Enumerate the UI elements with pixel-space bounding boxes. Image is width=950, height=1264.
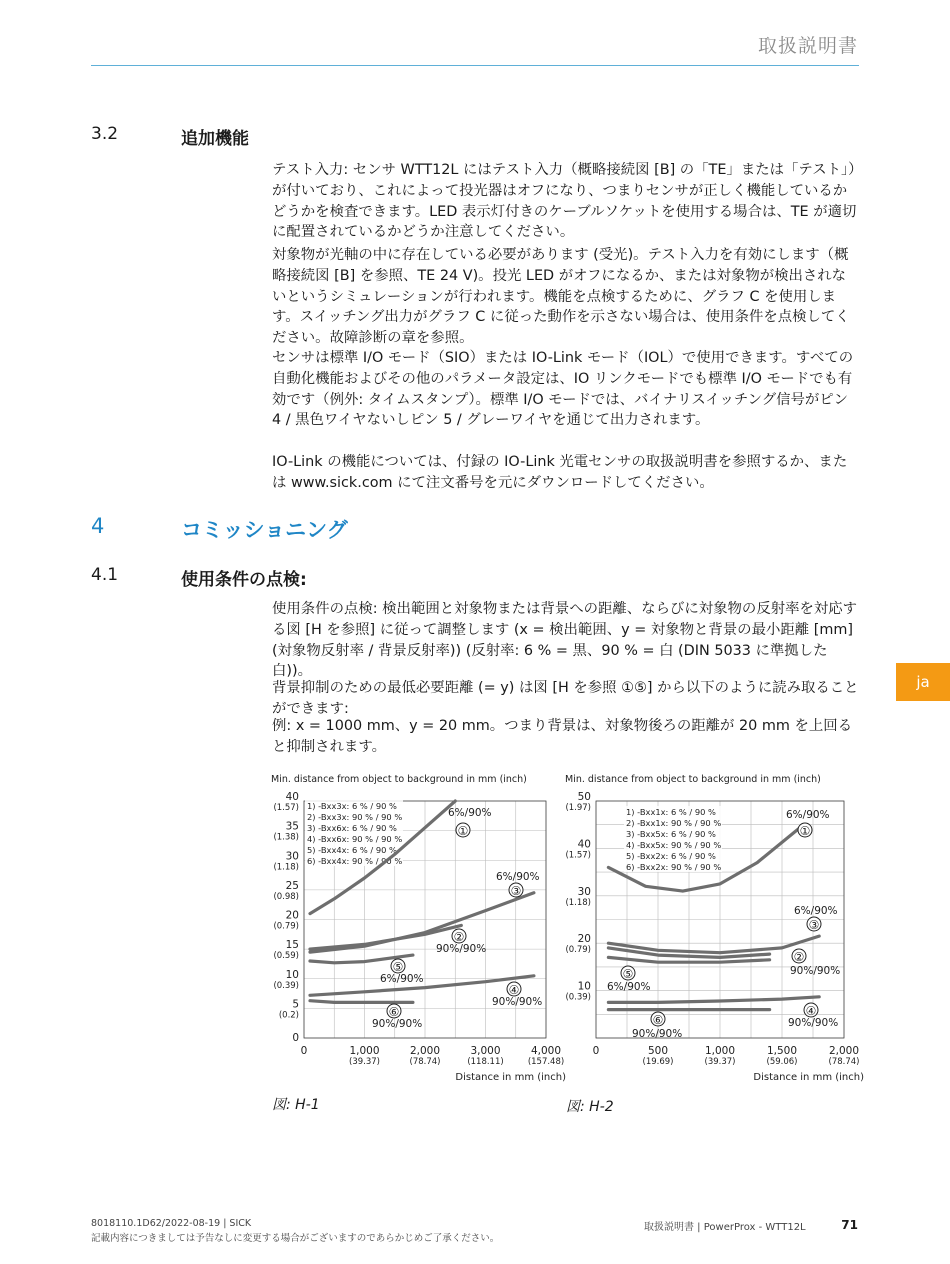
series-label: 90%/90%	[372, 1018, 423, 1030]
y-tick-sublabel: (1.97)	[565, 803, 591, 813]
footer-doc-number: 8018110.1D62/2022-08-19 | SICK	[91, 1218, 252, 1229]
series-label: 6%/90%	[496, 871, 540, 883]
series-marker: ②	[453, 930, 465, 944]
x-tick-sublabel: (78.74)	[409, 1057, 441, 1067]
series-label: 6%/90%	[786, 809, 830, 821]
document-header-title: 取扱説明書	[757, 35, 858, 57]
y-tick-sublabel: (0.39)	[273, 980, 299, 991]
x-tick-label: 0	[592, 1045, 600, 1057]
y-tick-sublabel: (0.39)	[565, 992, 591, 1003]
paragraph-test-procedure: 対象物が光軸の中に存在している必要があります (受光)。テスト入力を有効にします（概略接続図 [B] を参照、TE 24 V)。投光 LED がオフになるか、または対象物が検出されないというシミュレーションが行われます。機能を点検するために、グラフ C を使用します。スイッチング出力がグラフ C に従った動作を示さない場合は、使用条件を点検してください。故障診断の章を参照。	[272, 247, 850, 347]
legend-entry: 2) -Bxx1x: 90 % / 90 %	[626, 818, 722, 828]
x-axis-title: Distance in mm (inch)	[753, 1072, 864, 1083]
legend-entry: 3) -Bxx5x: 6 % / 90 %	[626, 829, 716, 839]
paragraph-io-modes: センサは標準 I/O モード（SIO）または IO-Link モード（IOL）で使用できます。すべての自動化機能およびその他のパラメータ設定は、IO リンクモードでも標準 I/O モードでも有効です（例外: タイムスタンプ）。標準 I/O モードでは、バイナリスイッチング信号がピン 4 / 黒色ワイヤないしピン 5 / グレーワイヤを通じて出力されます。	[272, 350, 854, 429]
x-tick-sublabel: (157.48)	[527, 1057, 565, 1067]
series-marker: ①	[457, 824, 469, 838]
series-line	[608, 936, 819, 953]
paragraph-test-input: テスト入力: センサ WTT12L にはテスト入力（概略接続図 [B] の「TE」または「テスト」）が付いており、これによって投光器はオフになり、つまりセンサが正しく機能しているかどうかを検査できます。LED 表示灯付きのケーブルソケットを使用する場合は、TE が適切に配置されているかどうか注意してください。	[272, 162, 857, 241]
y-tick-sublabel: (1.57)	[565, 850, 591, 861]
y-tick-label: 40	[577, 838, 591, 851]
y-tick-label: 5	[292, 998, 299, 1011]
series-label: 90%/90%	[788, 1017, 839, 1029]
series-label: 6%/90%	[607, 981, 651, 993]
footer-disclaimer: 記載内容につきましては予告なしに変更する場合がございますのであらかじめご了承ください。	[91, 1233, 500, 1244]
figure-caption-h1: 図: H-1	[272, 1097, 320, 1113]
legend-entry: 3) -Bxx6x: 6 % / 90 %	[307, 823, 397, 833]
y-tick-label: 10	[577, 980, 591, 993]
x-tick-sublabel: (19.69)	[642, 1057, 674, 1067]
series-marker: ③	[808, 918, 820, 932]
legend-entry: 5) -Bxx4x: 6 % / 90 %	[307, 845, 397, 855]
series-marker: ②	[793, 950, 805, 964]
y-tick-sublabel: (0.98)	[273, 891, 299, 902]
series-label: 90%/90%	[790, 965, 841, 977]
y-tick-label: 0	[292, 1032, 299, 1044]
x-tick-sublabel: (39.37)	[349, 1057, 380, 1067]
x-tick-label: 0	[300, 1045, 308, 1057]
x-axis-title: Distance in mm (inch)	[455, 1072, 566, 1083]
series-marker: ⑥	[652, 1013, 664, 1027]
legend-entry: 1) -Bxx1x: 6 % / 90 %	[626, 807, 716, 817]
header-rule	[91, 65, 859, 66]
x-tick-sublabel: (59.06)	[766, 1057, 798, 1067]
legend-entry: 4) -Bxx5x: 90 % / 90 %	[626, 840, 722, 850]
y-tick-label: 15	[285, 939, 299, 952]
legend-entry: 1) -Bxx3x: 6 % / 90 %	[307, 801, 397, 811]
x-tick-label: 500	[647, 1045, 669, 1057]
y-axis-title: Min. distance from object to background in mm (inch)	[271, 774, 527, 785]
section-3-2-title: 追加機能	[181, 129, 249, 149]
y-tick-sublabel: (1.38)	[273, 832, 299, 843]
y-tick-sublabel: (1.57)	[273, 803, 299, 813]
x-tick-sublabel: (39.37)	[704, 1057, 736, 1067]
y-tick-label: 10	[285, 968, 299, 981]
legend-entry: 4) -Bxx6x: 90 % / 90 %	[307, 834, 403, 844]
y-axis-title: Min. distance from object to background in mm (inch)	[565, 774, 821, 785]
x-tick-label: 1,000	[704, 1045, 736, 1057]
page-number: 71	[841, 1218, 858, 1232]
x-tick-label: 1,500	[766, 1045, 798, 1057]
section-3-2-number: 3.2	[91, 124, 119, 144]
series-line	[608, 997, 819, 1003]
language-tab[interactable]: ja	[896, 663, 950, 701]
series-line	[310, 1001, 413, 1003]
y-tick-sublabel: (0.59)	[273, 951, 299, 962]
series-label: 6%/90%	[448, 807, 492, 819]
series-marker: ④	[805, 1004, 817, 1018]
legend-entry: 6) -Bxx2x: 90 % / 90 %	[626, 862, 722, 872]
paragraph-conditions: 使用条件の点検: 検出範囲と対象物または背景への距離、ならびに対象物の反射率を対応する図 [H を参照] に従って調整します (x = 検出範囲、y = 対象物と背景の最小距離 [mm] (対象物反射率 / 背景反射率)) (反射率: 6 % = 黒、90 % = 白 (DIN 5033 に準拠した白))。	[272, 601, 858, 680]
series-marker: ⑤	[622, 967, 634, 981]
section-4-title: コミッショニング	[181, 518, 348, 542]
legend-entry: 2) -Bxx3x: 90 % / 90 %	[307, 812, 403, 822]
x-tick-sublabel: (78.74)	[828, 1057, 860, 1067]
series-line	[310, 893, 534, 952]
series-marker: ⑤	[392, 960, 404, 974]
series-marker: ④	[508, 983, 520, 997]
series-label: 90%/90%	[436, 943, 487, 955]
chart-h1	[270, 770, 570, 1090]
y-tick-label: 30	[577, 885, 591, 898]
y-tick-sublabel: (1.18)	[565, 897, 591, 908]
x-tick-label: 2,000	[409, 1045, 441, 1057]
y-tick-sublabel: (0.79)	[565, 945, 591, 956]
series-label: 90%/90%	[492, 996, 543, 1008]
y-tick-label: 25	[285, 879, 299, 892]
section-4-1-title: 使用条件の点検:	[181, 570, 307, 590]
series-marker: ③	[510, 884, 522, 898]
series-label: 6%/90%	[380, 973, 424, 985]
paragraph-min-distance: 背景抑制のための最低必要距離 (= y) は図 [H を参照 ①⑤] から以下のように読み取ることができます:	[272, 680, 859, 717]
y-tick-label: 50	[577, 791, 591, 803]
footer-doc-title: 取扱説明書 | PowerProx - WTT12L	[644, 1222, 806, 1233]
y-tick-label: 30	[285, 850, 299, 863]
legend-entry: 6) -Bxx4x: 90 % / 90 %	[307, 856, 403, 866]
x-tick-label: 3,000	[470, 1045, 501, 1057]
series-marker: ⑥	[388, 1005, 400, 1019]
x-tick-sublabel: (118.11)	[467, 1057, 504, 1067]
legend-entry: 5) -Bxx2x: 6 % / 90 %	[626, 851, 716, 861]
paragraph-io-link: IO-Link の機能については、付録の IO-Link 光電センサの取扱説明書を参照するか、または www.sick.com にて注文番号を元にダウンロードしてください。	[272, 454, 848, 491]
x-tick-label: 4,000	[530, 1045, 562, 1057]
series-marker: ①	[799, 824, 811, 838]
y-tick-sublabel: (0.2)	[278, 1010, 299, 1021]
section-4-1-number: 4.1	[91, 565, 119, 585]
figure-caption-h2: 図: H-2	[566, 1099, 614, 1115]
series-label: 90%/90%	[632, 1028, 683, 1040]
x-tick-label: 1,000	[349, 1045, 380, 1057]
y-tick-label: 20	[577, 933, 591, 946]
y-tick-label: 40	[285, 791, 299, 803]
section-4-number: 4	[91, 514, 105, 538]
paragraph-example: 例: x = 1000 mm、y = 20 mm。つまり背景は、対象物後ろの距離が 20 mm を上回ると抑制されます。	[272, 718, 853, 755]
y-tick-label: 35	[285, 820, 299, 833]
y-tick-sublabel: (1.18)	[273, 862, 299, 873]
y-tick-label: 20	[285, 909, 299, 922]
x-tick-label: 2,000	[828, 1045, 860, 1057]
series-label: 6%/90%	[794, 905, 838, 917]
chart-h2	[564, 770, 864, 1090]
y-tick-sublabel: (0.79)	[273, 921, 299, 932]
